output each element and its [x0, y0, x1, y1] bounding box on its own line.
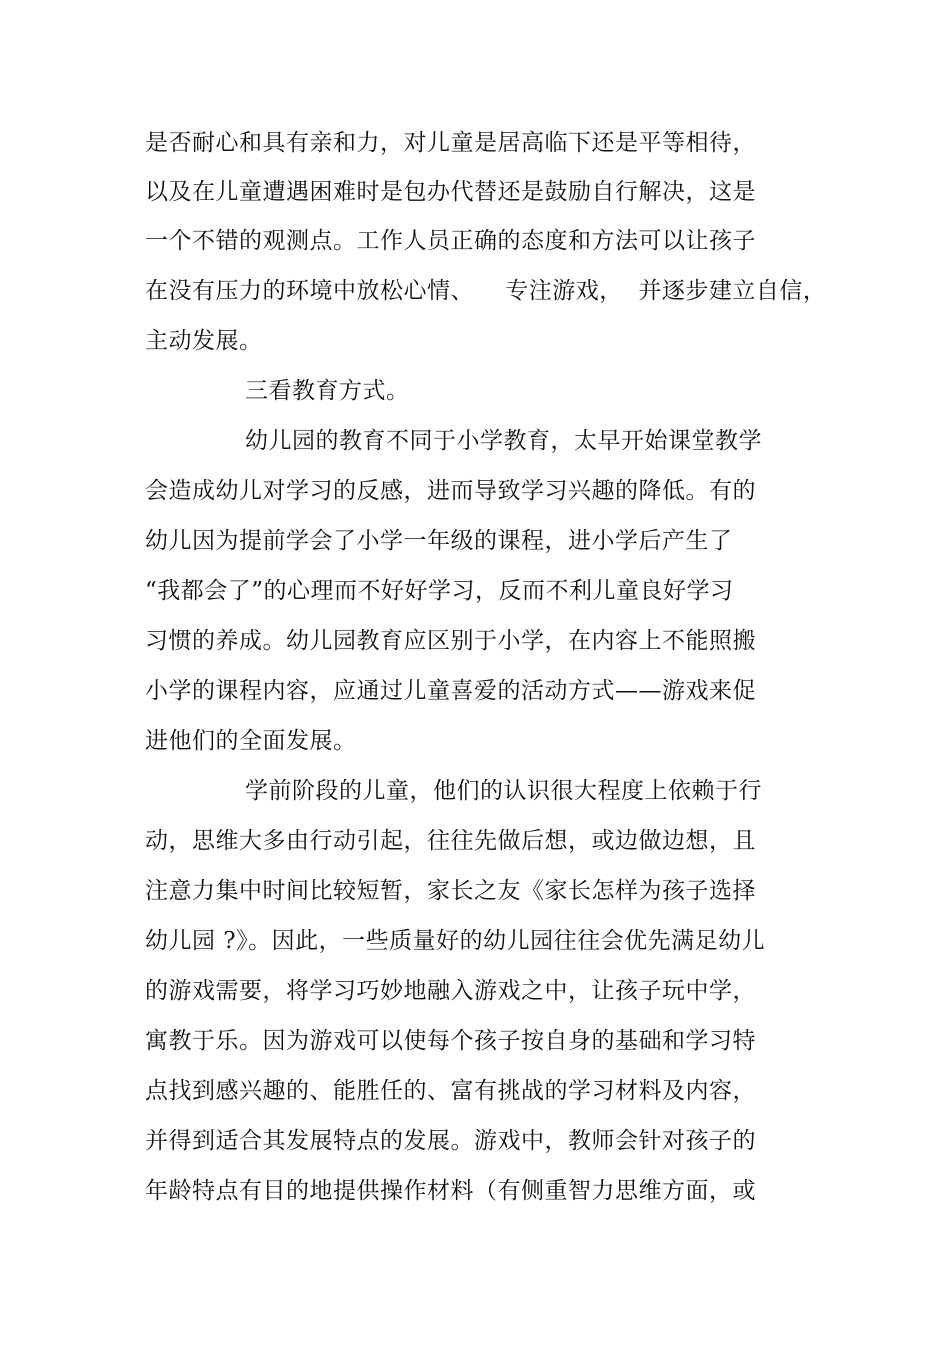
- text-line: 寓教于乐。因为游戏可以使每个孩子按自身的基础和学习特: [145, 1028, 756, 1054]
- text-line: 的游戏需要，将学习巧妙地融入游戏之中，让孩子玩中学，: [145, 978, 756, 1004]
- text-line: 动，思维大多由行动引起，往往先做后想，或边做边想，且: [145, 828, 756, 854]
- text-line: 会造成幼儿对学习的反感，进而导致学习兴趣的降低。有的: [145, 478, 756, 504]
- text-line: 注意力集中时间比较短暂，家长之友《家长怎样为孩子选择: [145, 878, 756, 904]
- text-line: 幼儿因为提前学会了小学一年级的课程，进小学后产生了: [145, 528, 733, 554]
- text-line: 主动发展。: [145, 328, 263, 354]
- text-line: 在没有压力的环境中放松心情、 专注游戏， 并逐步建立自信，: [145, 278, 827, 304]
- text-line: “我都会了”的心理而不好好学习，反而不利儿童良好学习: [145, 578, 734, 604]
- text-line: 一个不错的观测点。工作人员正确的态度和方法可以让孩子: [145, 228, 756, 254]
- text-line: 年龄特点有目的地提供操作材料（有侧重智力思维方面，或: [145, 1178, 756, 1204]
- text-line: 习惯的养成。幼儿园教育应区别于小学，在内容上不能照搬: [145, 628, 756, 654]
- text-line: 幼儿园 ?》。因此，一些质量好的幼儿园往往会优先满足幼儿: [145, 928, 766, 954]
- text-line: 小学的课程内容，应通过儿童喜爱的活动方式——游戏来促: [145, 678, 756, 704]
- section-heading: 三看教育方式。: [245, 378, 410, 404]
- text-line: 以及在儿童遭遇困难时是包办代替还是鼓励自行解决，这是: [145, 179, 756, 205]
- text-line: 点找到感兴趣的、能胜任的、富有挑战的学习材料及内容，: [145, 1078, 756, 1104]
- paragraph-start-line: 学前阶段的儿童，他们的认识很大程度上依赖于行: [245, 778, 762, 804]
- text-line: 是否耐心和具有亲和力，对儿童是居高临下还是平等相待，: [145, 130, 756, 156]
- text-line: 并得到适合其发展特点的发展。游戏中，教师会针对孩子的: [145, 1128, 756, 1154]
- paragraph-start-line: 幼儿园的教育不同于小学教育，太早开始课堂教学: [245, 428, 762, 454]
- text-line: 进他们的全面发展。: [145, 728, 357, 754]
